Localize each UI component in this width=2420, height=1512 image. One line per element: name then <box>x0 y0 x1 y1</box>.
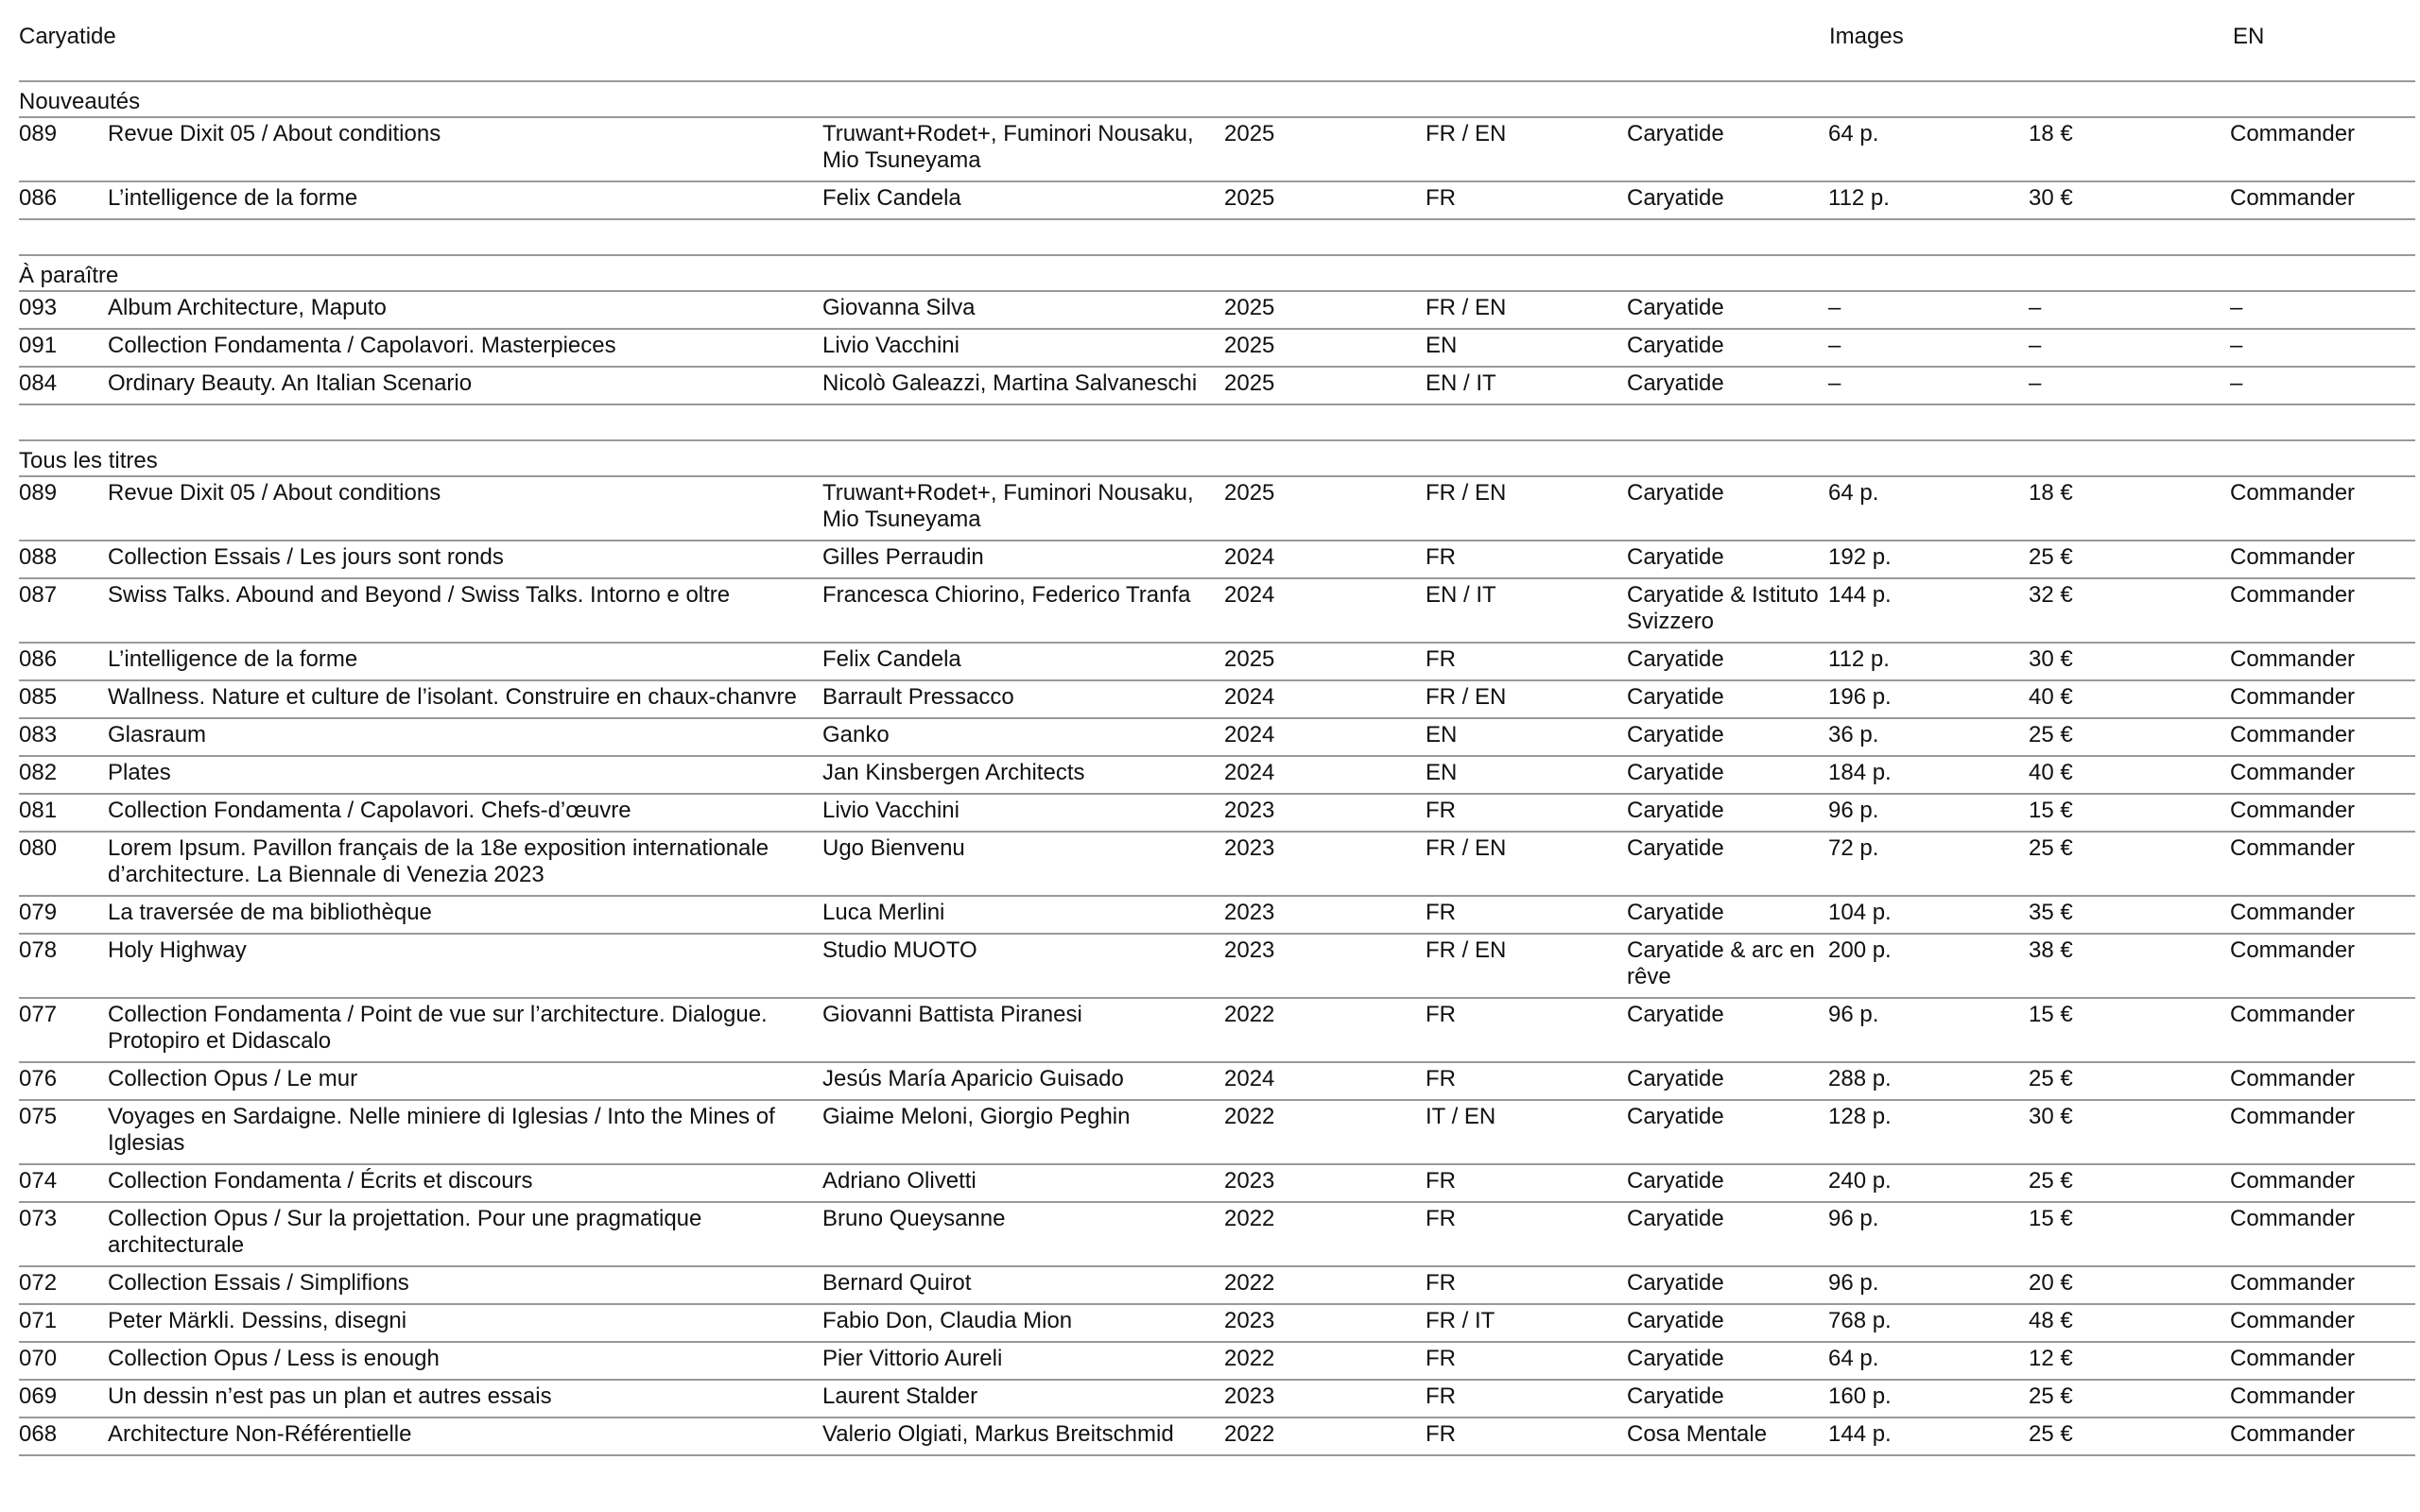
book-author: Jesús María Aparicio Guisado <box>822 1066 1124 1091</box>
book-title: Collection Essais / Les jours sont ronds <box>108 544 504 570</box>
book-price: 25 € <box>2029 835 2073 861</box>
book-year: 2024 <box>1224 582 1275 608</box>
book-row[interactable] <box>19 368 2415 405</box>
book-language: EN <box>1426 760 1458 785</box>
book-number: 087 <box>19 582 58 608</box>
book-publisher: Caryatide <box>1627 798 1724 823</box>
order-link[interactable]: Commander <box>2230 1066 2356 1091</box>
book-number: 091 <box>19 333 58 358</box>
images-link[interactable]: Images <box>1829 24 1904 49</box>
book-row[interactable] <box>19 719 2415 757</box>
book-number: 072 <box>19 1270 58 1296</box>
book-pages: 104 p. <box>1828 900 1892 925</box>
book-author: Livio Vacchini <box>822 333 959 358</box>
book-row[interactable] <box>19 1381 2415 1418</box>
order-link[interactable]: Commander <box>2230 480 2356 506</box>
book-publisher: Caryatide <box>1627 295 1724 320</box>
book-language: FR <box>1426 1066 1456 1091</box>
order-link: – <box>2230 333 2243 358</box>
book-author: Felix Candela <box>822 646 961 672</box>
catalog-section <box>19 80 2415 220</box>
book-pages: 96 p. <box>1828 798 1879 823</box>
book-pages: 288 p. <box>1828 1066 1892 1091</box>
section-title: À paraître <box>19 256 2415 292</box>
book-row[interactable] <box>19 935 2415 999</box>
order-link[interactable]: Commander <box>2230 121 2356 146</box>
book-price: 18 € <box>2029 480 2073 506</box>
book-pages: 144 p. <box>1828 1421 1892 1447</box>
book-row[interactable] <box>19 1267 2415 1305</box>
book-price: 30 € <box>2029 646 2073 672</box>
book-author: Fabio Don, Claudia Mion <box>822 1308 1073 1333</box>
book-pages: 64 p. <box>1828 1346 1879 1371</box>
book-title: Holy Highway <box>108 937 247 963</box>
book-pages: – <box>1828 295 1841 320</box>
book-number: 081 <box>19 798 58 823</box>
book-year: 2024 <box>1224 544 1275 570</box>
book-title: Collection Fondamenta / Point de vue sur l’architecture. Dialogue. Protopiro et Didascalo <box>108 1002 768 1054</box>
book-number: 078 <box>19 937 58 963</box>
book-year: 2023 <box>1224 1383 1275 1409</box>
book-row[interactable] <box>19 541 2415 579</box>
book-author: Livio Vacchini <box>822 798 959 823</box>
book-row[interactable] <box>19 1063 2415 1101</box>
book-language: FR / IT <box>1426 1308 1495 1333</box>
book-title: Revue Dixit 05 / About conditions <box>108 121 441 146</box>
book-number: 086 <box>19 646 58 672</box>
book-publisher: Caryatide <box>1627 835 1724 861</box>
book-language: FR / EN <box>1426 835 1507 861</box>
book-row[interactable] <box>19 644 2415 681</box>
book-price: 30 € <box>2029 185 2073 211</box>
site-header <box>0 0 2420 80</box>
book-title: Collection Opus / Le mur <box>108 1066 358 1091</box>
book-author: Bruno Queysanne <box>822 1206 1006 1231</box>
book-price: 38 € <box>2029 937 2073 963</box>
book-pages: 200 p. <box>1828 937 1892 963</box>
book-title: Revue Dixit 05 / About conditions <box>108 480 441 506</box>
book-year: 2025 <box>1224 121 1275 146</box>
book-language: FR <box>1426 1421 1456 1447</box>
order-link[interactable]: Commander <box>2230 1308 2356 1333</box>
book-publisher: Caryatide & Istituto Svizzero <box>1627 582 1819 634</box>
book-author: Luca Merlini <box>822 900 945 925</box>
book-year: 2024 <box>1224 1066 1275 1091</box>
order-link[interactable]: Commander <box>2230 1206 2356 1231</box>
book-publisher: Caryatide <box>1627 1002 1724 1027</box>
book-year: 2023 <box>1224 900 1275 925</box>
book-price: 20 € <box>2029 1270 2073 1296</box>
book-language: FR / EN <box>1426 480 1507 506</box>
book-author: Barrault Pressacco <box>822 684 1014 710</box>
book-publisher: Caryatide <box>1627 900 1724 925</box>
book-language: FR / EN <box>1426 295 1507 320</box>
book-number: 080 <box>19 835 58 861</box>
book-language: FR <box>1426 1346 1456 1371</box>
book-title: Swiss Talks. Abound and Beyond / Swiss Talks. Intorno e oltre <box>108 582 731 608</box>
book-author: Francesca Chiorino, Federico Tranfa <box>822 582 1191 608</box>
book-publisher: Caryatide <box>1627 1270 1724 1296</box>
order-link[interactable]: Commander <box>2230 684 2356 710</box>
order-link[interactable]: Commander <box>2230 1346 2356 1371</box>
book-price: 25 € <box>2029 1383 2073 1409</box>
book-year: 2022 <box>1224 1421 1275 1447</box>
order-link[interactable]: Commander <box>2230 646 2356 672</box>
book-number: 086 <box>19 185 58 211</box>
book-price: 12 € <box>2029 1346 2073 1371</box>
book-author: Ganko <box>822 722 890 747</box>
book-pages: – <box>1828 370 1841 396</box>
book-row[interactable] <box>19 579 2415 644</box>
book-title: Collection Essais / Simplifions <box>108 1270 409 1296</box>
book-number: 071 <box>19 1308 58 1333</box>
book-year: 2025 <box>1224 480 1275 506</box>
book-price: – <box>2029 295 2042 320</box>
book-number: 070 <box>19 1346 58 1371</box>
book-row[interactable] <box>19 897 2415 935</box>
book-pages: 64 p. <box>1828 480 1879 506</box>
book-price: 35 € <box>2029 900 2073 925</box>
book-row[interactable] <box>19 1203 2415 1267</box>
book-language: FR <box>1426 1168 1456 1194</box>
book-author: Adriano Olivetti <box>822 1168 977 1194</box>
book-title: La traversée de ma bibliothèque <box>108 900 432 925</box>
section-spacer <box>19 405 2415 439</box>
book-row[interactable] <box>19 1305 2415 1343</box>
book-number: 076 <box>19 1066 58 1091</box>
book-publisher: Caryatide <box>1627 480 1724 506</box>
book-author: Truwant+Rodet+, Fuminori Nousaku, Mio Tsuneyama <box>822 480 1194 532</box>
book-number: 085 <box>19 684 58 710</box>
book-title: Collection Fondamenta / Écrits et discours <box>108 1168 533 1194</box>
book-publisher: Caryatide <box>1627 760 1724 785</box>
order-link[interactable]: Commander <box>2230 1383 2356 1409</box>
book-language: EN <box>1426 333 1458 358</box>
book-price: 40 € <box>2029 760 2073 785</box>
book-pages: 64 p. <box>1828 121 1879 146</box>
book-row[interactable] <box>19 1418 2415 1456</box>
book-row[interactable] <box>19 1343 2415 1381</box>
book-number: 074 <box>19 1168 58 1194</box>
book-title: Lorem Ipsum. Pavillon français de la 18e exposition internationale d’architecture. La Biennale di Venezia 2023 <box>108 835 769 887</box>
book-price: 32 € <box>2029 582 2073 608</box>
book-title: L’intelligence de la forme <box>108 646 358 672</box>
book-pages: 96 p. <box>1828 1270 1879 1296</box>
book-price: 30 € <box>2029 1104 2073 1129</box>
book-publisher: Caryatide <box>1627 1168 1724 1194</box>
book-pages: 768 p. <box>1828 1308 1892 1333</box>
book-number: 089 <box>19 480 58 506</box>
book-author: Jan Kinsbergen Architects <box>822 760 1085 785</box>
book-row[interactable] <box>19 182 2415 220</box>
order-link[interactable]: Commander <box>2230 1104 2356 1129</box>
book-price: 25 € <box>2029 544 2073 570</box>
book-row[interactable] <box>19 681 2415 719</box>
book-year: 2025 <box>1224 295 1275 320</box>
book-publisher: Caryatide <box>1627 1308 1724 1333</box>
book-row[interactable] <box>19 1101 2415 1165</box>
book-number: 068 <box>19 1421 58 1447</box>
book-language: EN <box>1426 722 1458 747</box>
book-year: 2022 <box>1224 1002 1275 1027</box>
order-link[interactable]: Commander <box>2230 900 2356 925</box>
book-pages: 112 p. <box>1828 185 1890 211</box>
book-title: Peter Märkli. Dessins, disegni <box>108 1308 407 1333</box>
book-pages: 96 p. <box>1828 1206 1879 1231</box>
book-row[interactable] <box>19 292 2415 330</box>
order-link[interactable]: Commander <box>2230 1002 2356 1027</box>
book-row[interactable] <box>19 757 2415 795</box>
book-price: – <box>2029 333 2042 358</box>
order-link[interactable]: Commander <box>2230 760 2356 785</box>
book-year: 2022 <box>1224 1346 1275 1371</box>
book-pages: 160 p. <box>1828 1383 1892 1409</box>
book-author: Giaime Meloni, Giorgio Peghin <box>822 1104 1131 1129</box>
book-year: 2025 <box>1224 185 1275 211</box>
book-year: 2025 <box>1224 646 1275 672</box>
book-year: 2023 <box>1224 798 1275 823</box>
book-publisher: Caryatide & arc en rêve <box>1627 937 1815 989</box>
book-language: FR <box>1426 646 1456 672</box>
book-year: 2024 <box>1224 722 1275 747</box>
book-year: 2023 <box>1224 835 1275 861</box>
book-author: Giovanna Silva <box>822 295 976 320</box>
book-publisher: Caryatide <box>1627 1346 1724 1371</box>
book-author: Valerio Olgiati, Markus Breitschmid <box>822 1421 1174 1447</box>
order-link[interactable]: Commander <box>2230 798 2356 823</box>
book-row[interactable] <box>19 477 2415 541</box>
book-language: FR / EN <box>1426 121 1507 146</box>
book-publisher: Caryatide <box>1627 544 1724 570</box>
book-title: Plates <box>108 760 171 785</box>
book-price: 48 € <box>2029 1308 2073 1333</box>
book-number: 069 <box>19 1383 58 1409</box>
book-language: FR <box>1426 1383 1456 1409</box>
catalog-list <box>19 80 2415 1456</box>
section-spacer <box>19 220 2415 254</box>
book-publisher: Caryatide <box>1627 646 1724 672</box>
order-link: – <box>2230 295 2243 320</box>
book-language: EN / IT <box>1426 582 1496 608</box>
book-publisher: Caryatide <box>1627 722 1724 747</box>
book-title: Architecture Non-Référentielle <box>108 1421 412 1447</box>
order-link[interactable]: Commander <box>2230 1270 2356 1296</box>
book-author: Studio MUOTO <box>822 937 977 963</box>
book-number: 079 <box>19 900 58 925</box>
book-title: Voyages en Sardaigne. Nelle miniere di Iglesias / Into the Mines of Iglesias <box>108 1104 775 1156</box>
book-author: Nicolò Galeazzi, Martina Salvaneschi <box>822 370 1198 396</box>
catalog-section <box>19 254 2415 405</box>
book-pages: 112 p. <box>1828 646 1890 672</box>
book-title: Glasraum <box>108 722 207 747</box>
book-publisher: Caryatide <box>1627 1104 1724 1129</box>
book-publisher: Caryatide <box>1627 185 1724 211</box>
book-price: – <box>2029 370 2042 396</box>
book-number: 088 <box>19 544 58 570</box>
book-year: 2023 <box>1224 937 1275 963</box>
book-number: 093 <box>19 295 58 320</box>
book-pages: 192 p. <box>1828 544 1892 570</box>
book-pages: 36 p. <box>1828 722 1879 747</box>
order-link[interactable]: Commander <box>2230 544 2356 570</box>
book-number: 073 <box>19 1206 58 1231</box>
order-link[interactable]: Commander <box>2230 1421 2356 1447</box>
order-link[interactable]: Commander <box>2230 582 2356 608</box>
book-price: 25 € <box>2029 1066 2073 1091</box>
book-title: Ordinary Beauty. An Italian Scenario <box>108 370 473 396</box>
book-pages: 128 p. <box>1828 1104 1892 1129</box>
book-year: 2025 <box>1224 370 1275 396</box>
book-pages: 240 p. <box>1828 1168 1892 1194</box>
book-title: Album Architecture, Maputo <box>108 295 387 320</box>
book-language: EN / IT <box>1426 370 1496 396</box>
book-language: FR <box>1426 900 1456 925</box>
book-title: Collection Opus / Sur la projettation. Pour une pragmatique architecturale <box>108 1206 702 1258</box>
order-link[interactable]: Commander <box>2230 835 2356 861</box>
book-author: Gilles Perraudin <box>822 544 984 570</box>
book-price: 15 € <box>2029 1206 2073 1231</box>
order-link: – <box>2230 370 2243 396</box>
book-row[interactable] <box>19 999 2415 1063</box>
book-price: 15 € <box>2029 1002 2073 1027</box>
book-language: FR / EN <box>1426 937 1507 963</box>
book-number: 077 <box>19 1002 58 1027</box>
book-pages: 96 p. <box>1828 1002 1879 1027</box>
book-language: FR / EN <box>1426 684 1507 710</box>
book-title: Wallness. Nature et culture de l’isolant. Construire en chaux-chanvre <box>108 684 797 710</box>
book-publisher: Caryatide <box>1627 684 1724 710</box>
catalog-section <box>19 439 2415 1456</box>
book-year: 2024 <box>1224 760 1275 785</box>
book-publisher: Caryatide <box>1627 1066 1724 1091</box>
book-year: 2022 <box>1224 1206 1275 1231</box>
book-price: 25 € <box>2029 722 2073 747</box>
book-pages: 184 p. <box>1828 760 1892 785</box>
book-author: Felix Candela <box>822 185 961 211</box>
book-title: Collection Opus / Less is enough <box>108 1346 440 1371</box>
book-price: 25 € <box>2029 1421 2073 1447</box>
book-title: Un dessin n’est pas un plan et autres essais <box>108 1383 552 1409</box>
book-year: 2022 <box>1224 1270 1275 1296</box>
book-pages: 144 p. <box>1828 582 1892 608</box>
book-language: FR <box>1426 544 1456 570</box>
book-author: Bernard Quirot <box>822 1270 972 1296</box>
book-pages: – <box>1828 333 1841 358</box>
book-publisher: Caryatide <box>1627 1383 1724 1409</box>
book-year: 2023 <box>1224 1308 1275 1333</box>
book-price: 15 € <box>2029 798 2073 823</box>
book-number: 084 <box>19 370 58 396</box>
book-language: FR <box>1426 1270 1456 1296</box>
section-title: Nouveautés <box>19 82 2415 118</box>
book-language: FR <box>1426 798 1456 823</box>
language-switch[interactable]: EN <box>2233 24 2265 49</box>
book-year: 2023 <box>1224 1168 1275 1194</box>
book-language: IT / EN <box>1426 1104 1496 1129</box>
order-link[interactable]: Commander <box>2230 722 2356 747</box>
book-row[interactable] <box>19 330 2415 368</box>
book-price: 40 € <box>2029 684 2073 710</box>
book-row[interactable] <box>19 118 2415 182</box>
order-link[interactable]: Commander <box>2230 937 2356 963</box>
book-author: Laurent Stalder <box>822 1383 978 1409</box>
book-publisher: Cosa Mentale <box>1627 1421 1768 1447</box>
book-title: Collection Fondamenta / Capolavori. Masterpieces <box>108 333 616 358</box>
book-pages: 72 p. <box>1828 835 1879 861</box>
book-language: FR <box>1426 1206 1456 1231</box>
book-author: Truwant+Rodet+, Fuminori Nousaku, Mio Tsuneyama <box>822 121 1194 173</box>
book-year: 2022 <box>1224 1104 1275 1129</box>
order-link[interactable]: Commander <box>2230 1168 2356 1194</box>
book-language: FR <box>1426 185 1456 211</box>
book-year: 2024 <box>1224 684 1275 710</box>
book-row[interactable] <box>19 1165 2415 1203</box>
book-author: Ugo Bienvenu <box>822 835 965 861</box>
book-publisher: Caryatide <box>1627 121 1724 146</box>
book-author: Giovanni Battista Piranesi <box>822 1002 1082 1027</box>
section-title: Tous les titres <box>19 441 2415 477</box>
book-price: 25 € <box>2029 1168 2073 1194</box>
book-publisher: Caryatide <box>1627 370 1724 396</box>
book-language: FR <box>1426 1002 1456 1027</box>
book-number: 075 <box>19 1104 58 1129</box>
book-publisher: Caryatide <box>1627 1206 1724 1231</box>
book-row[interactable] <box>19 833 2415 897</box>
book-author: Pier Vittorio Aureli <box>822 1346 1003 1371</box>
book-year: 2025 <box>1224 333 1275 358</box>
book-row[interactable] <box>19 795 2415 833</box>
book-number: 082 <box>19 760 58 785</box>
order-link[interactable]: Commander <box>2230 185 2356 211</box>
book-publisher: Caryatide <box>1627 333 1724 358</box>
book-number: 083 <box>19 722 58 747</box>
brand-link[interactable]: Caryatide <box>19 24 116 49</box>
book-title: Collection Fondamenta / Capolavori. Chefs-d’œuvre <box>108 798 631 823</box>
book-number: 089 <box>19 121 58 146</box>
book-title: L’intelligence de la forme <box>108 185 358 211</box>
book-price: 18 € <box>2029 121 2073 146</box>
book-pages: 196 p. <box>1828 684 1892 710</box>
